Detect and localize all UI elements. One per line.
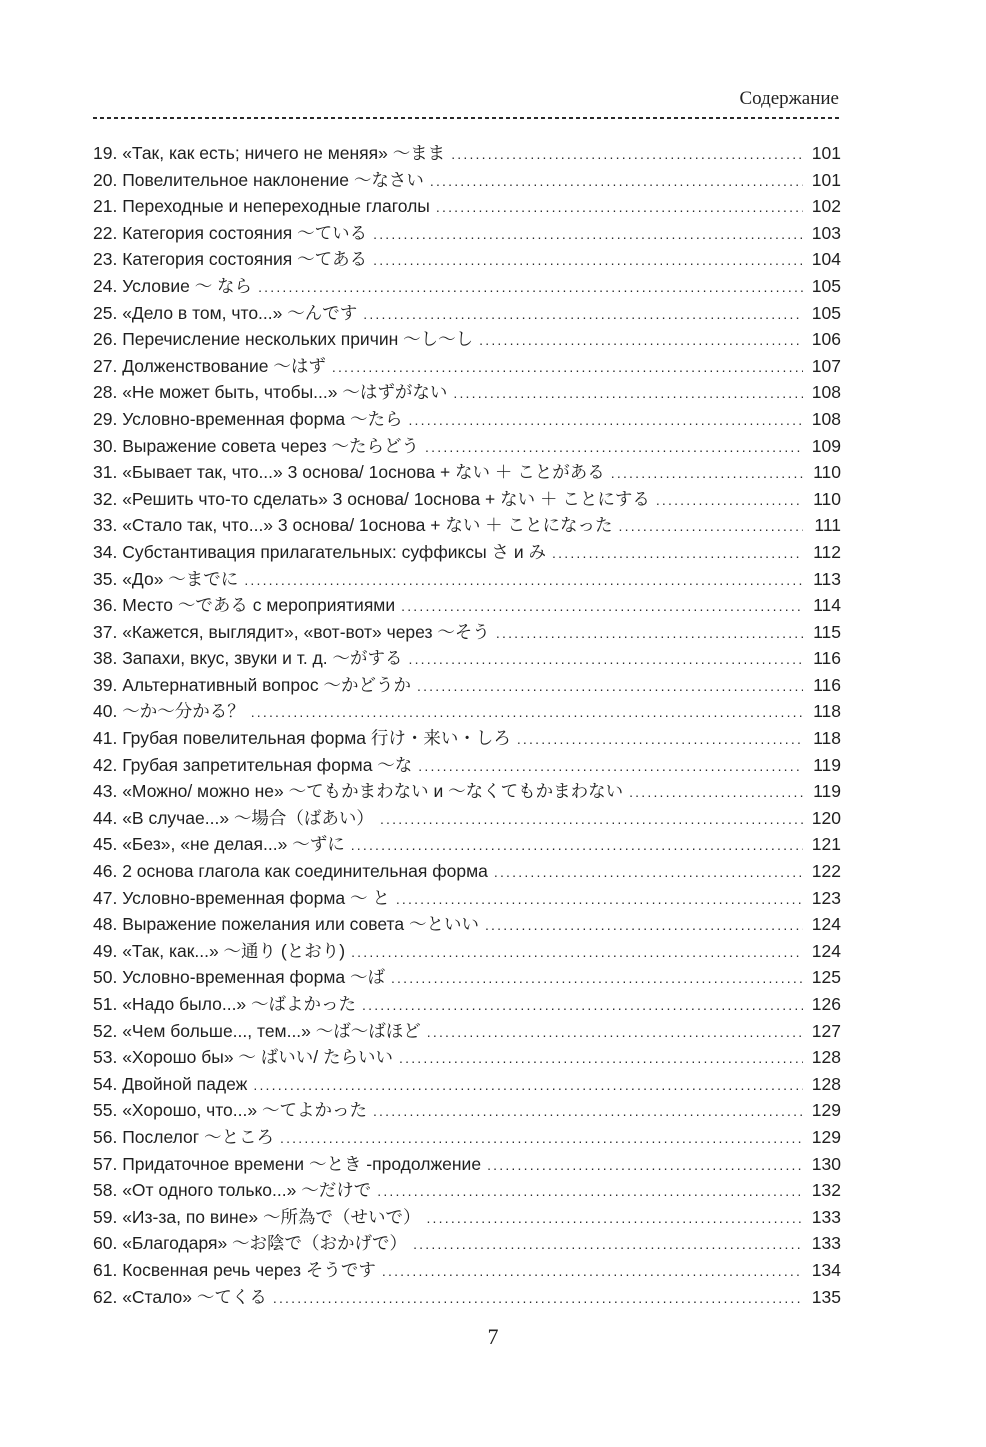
toc-entry — [93, 273, 841, 300]
toc-entry-label: 42. Грубая запретительная форма 〜な — [93, 754, 413, 775]
toc-entry — [93, 1044, 841, 1071]
toc-entry — [93, 353, 841, 380]
toc-entry-page: 116 — [813, 674, 841, 695]
toc-entry-page: 102 — [811, 196, 841, 217]
dot-leader — [273, 1284, 803, 1312]
toc-entry — [93, 246, 841, 273]
toc-entry — [93, 512, 841, 539]
dot-leader — [408, 645, 803, 673]
toc-entry — [93, 592, 841, 619]
toc-entry-label: 24. Условие 〜 なら — [93, 275, 253, 296]
toc-entry-label: 50. Условно-временная форма 〜ば — [93, 967, 385, 988]
toc-entry-page: 119 — [813, 754, 841, 775]
dot-leader — [363, 300, 803, 328]
toc-entry-page: 115 — [813, 621, 841, 642]
dot-leader — [244, 566, 803, 594]
dot-leader — [611, 459, 803, 487]
toc-entry-label: 29. Условно-временная форма 〜たら — [93, 408, 403, 429]
dot-leader — [496, 619, 803, 647]
toc-entry — [93, 858, 841, 885]
toc-entry-label: 57. Придаточное времени 〜とき -продолжение — [93, 1153, 482, 1174]
toc-entry-label: 30. Выражение совета через 〜たらどう — [93, 435, 420, 456]
toc-entry-label: 56. Послелог 〜ところ — [93, 1126, 274, 1147]
toc-entry-page: 133 — [811, 1206, 841, 1227]
toc-entry — [93, 885, 841, 912]
toc-entry-label: 26. Перечисление нескольких причин 〜し〜し — [93, 329, 474, 350]
page-title: Содержание — [739, 88, 839, 109]
toc-entry-page: 127 — [811, 1020, 841, 1041]
toc-entry — [93, 778, 841, 805]
dot-leader — [430, 167, 803, 195]
toc-entry-label: 43. «Можно/ можно не» 〜てもかまわない и 〜なくてもかまわない — [93, 781, 624, 802]
toc-entry-label: 37. «Кажется, выглядит», «вот-вот» через 〜そう — [93, 621, 490, 642]
toc-entry — [93, 539, 841, 566]
dot-leader — [362, 991, 803, 1019]
dot-leader — [251, 698, 803, 726]
toc-entry-label: 34. Субстантивация прилагательных: суффиксы さ и み — [93, 541, 547, 562]
dot-leader — [517, 725, 803, 753]
dot-leader — [391, 964, 803, 992]
toc-entry — [93, 379, 841, 406]
toc-entry-label: 35. «До» 〜までに — [93, 568, 239, 589]
toc-entry-label: 28. «Не может быть, чтобы...» 〜はずがない — [93, 382, 448, 403]
toc-entry-page: 109 — [811, 435, 841, 456]
dot-leader — [373, 220, 803, 248]
dot-leader — [417, 672, 803, 700]
dot-leader — [413, 1230, 803, 1258]
toc-entry-label: 59. «Из-за, по вине» 〜所為で（せいで） — [93, 1206, 421, 1227]
toc-entry-label: 44. «В случае...» 〜場合（ばあい） — [93, 807, 374, 828]
toc-entry-page: 101 — [811, 169, 841, 190]
toc-entry — [93, 672, 841, 699]
toc-entry-label: 49. «Так, как...» 〜通り (とおり) — [93, 940, 346, 961]
dot-leader — [280, 1124, 803, 1152]
toc-entry-label: 27. Долженствование 〜はず — [93, 355, 326, 376]
toc-entry-page: 119 — [813, 781, 841, 802]
toc-entry-page: 111 — [814, 515, 841, 536]
toc-entry — [93, 911, 841, 938]
dot-leader — [351, 831, 803, 859]
toc-entry — [93, 991, 841, 1018]
dot-leader — [332, 353, 803, 381]
toc-entry-page: 133 — [811, 1233, 841, 1254]
dot-leader — [485, 911, 803, 939]
dot-leader — [408, 406, 803, 434]
toc-entry-page: 118 — [813, 701, 841, 722]
toc-entry-page: 112 — [813, 541, 841, 562]
toc-entry — [93, 645, 841, 672]
header-divider — [93, 117, 841, 119]
toc-entry-page: 110 — [813, 488, 841, 509]
toc-entry-label: 23. Категория состояния 〜てある — [93, 249, 368, 270]
dot-leader — [380, 805, 803, 833]
toc-entry-label: 62. «Стало» 〜てくる — [93, 1286, 267, 1307]
toc-entry-label: 52. «Чем больше..., тем...» 〜ば〜ばほど — [93, 1020, 421, 1041]
toc-entry — [93, 964, 841, 991]
dot-leader — [552, 539, 803, 567]
dot-leader — [258, 273, 803, 301]
toc-entry — [93, 459, 841, 486]
toc-entry — [93, 752, 841, 779]
toc-entry-label: 41. Грубая повелительная форма 行け・来い・しろ — [93, 728, 511, 749]
toc-entry-page: 124 — [811, 940, 841, 961]
toc-entry — [93, 1257, 841, 1284]
dot-leader — [426, 1204, 803, 1232]
toc-entry-page: 110 — [813, 462, 841, 483]
toc-entry-label: 58. «От одного только...» 〜だけで — [93, 1180, 372, 1201]
toc-entry-page: 122 — [811, 861, 841, 882]
page-number: 7 — [487, 1324, 499, 1349]
toc-entry-page: 106 — [811, 329, 841, 350]
toc-entry-page: 130 — [811, 1153, 841, 1174]
toc-entry — [93, 1071, 841, 1098]
toc-entry — [93, 1204, 841, 1231]
dot-leader — [479, 326, 803, 354]
toc-entry-page: 116 — [813, 648, 841, 669]
dot-leader — [425, 433, 803, 461]
toc-entry-page: 104 — [811, 249, 841, 270]
toc-entry-page: 126 — [811, 994, 841, 1014]
toc-entry-page: 101 — [811, 143, 841, 163]
dot-leader — [382, 1257, 803, 1285]
toc-list — [93, 140, 841, 1310]
dot-leader — [656, 486, 803, 514]
dot-leader — [351, 938, 803, 966]
toc-entry-label: 20. Повелительное наклонение 〜なさい — [93, 169, 424, 190]
toc-entry-label: 21. Переходные и непереходные глаголы — [93, 196, 430, 217]
toc-entry — [93, 193, 841, 220]
toc-entry-label: 31. «Бывает так, что...» 3 основа/ 1основа + ない ＋ ことがある — [93, 462, 605, 483]
toc-entry-page: 108 — [811, 408, 841, 429]
toc-entry-page: 135 — [811, 1286, 841, 1307]
toc-entry-label: 40. 〜か〜分かる？ — [93, 701, 245, 722]
toc-entry-label: 19. «Так, как есть; ничего не меняя» 〜まま — [93, 143, 446, 163]
toc-entry-label: 48. Выражение пожелания или совета 〜といい — [93, 914, 479, 935]
toc-entry-page: 118 — [813, 728, 841, 749]
toc-entry — [93, 1097, 841, 1124]
toc-entry-label: 60. «Благодаря» 〜お陰で（おかげで） — [93, 1233, 408, 1254]
toc-entry-label: 61. Косвенная речь через そうです — [93, 1259, 376, 1280]
toc-entry — [93, 1018, 841, 1045]
toc-entry-page: 125 — [811, 967, 841, 988]
dot-leader — [427, 1018, 803, 1046]
toc-entry-page: 114 — [813, 595, 841, 616]
dot-leader — [373, 246, 803, 274]
toc-entry-page: 121 — [811, 834, 841, 855]
toc-entry-page: 120 — [811, 807, 841, 828]
toc-entry-label: 51. «Надо было...» 〜ばよかった — [93, 994, 357, 1014]
toc-entry-page: 124 — [811, 914, 841, 935]
toc-entry-label: 55. «Хорошо, что...» 〜てよかった — [93, 1100, 367, 1121]
toc-entry — [93, 1284, 841, 1311]
dot-leader — [451, 140, 803, 168]
toc-entry — [93, 220, 841, 247]
toc-entry — [93, 486, 841, 513]
page-footer — [0, 1324, 986, 1350]
toc-entry-label: 46. 2 основа глагола как соединительная форма — [93, 861, 488, 882]
toc-entry — [93, 1151, 841, 1178]
section-header — [93, 88, 841, 110]
dot-leader — [373, 1097, 803, 1125]
toc-entry-label: 38. Запахи, вкус, звуки и т. д. 〜がする — [93, 648, 403, 669]
toc-entry-page: 128 — [811, 1073, 841, 1094]
dot-leader — [253, 1071, 803, 1099]
toc-entry-page: 129 — [811, 1100, 841, 1121]
toc-entry-label: 25. «Дело в том, что...» 〜んです — [93, 302, 358, 323]
dot-leader — [619, 512, 803, 540]
toc-entry — [93, 831, 841, 858]
toc-entry-page: 134 — [811, 1259, 841, 1280]
toc-entry-label: 39. Альтернативный вопрос 〜かどうか — [93, 674, 411, 695]
dot-leader — [418, 752, 803, 780]
toc-entry-label: 45. «Без», «не делая...» 〜ずに — [93, 834, 345, 855]
toc-entry — [93, 725, 841, 752]
dot-leader — [396, 885, 803, 913]
toc-entry — [93, 698, 841, 725]
toc-entry-page: 105 — [811, 302, 841, 323]
toc-entry — [93, 326, 841, 353]
toc-entry-label: 22. Категория состояния 〜ている — [93, 222, 368, 243]
toc-entry — [93, 566, 841, 593]
toc-entry-label: 53. «Хорошо бы» 〜 ばいい/ たらいい — [93, 1047, 394, 1068]
toc-entry — [93, 1177, 841, 1204]
dot-leader — [487, 1151, 803, 1179]
dot-leader — [453, 379, 803, 407]
toc-entry — [93, 406, 841, 433]
toc-entry — [93, 619, 841, 646]
toc-entry — [93, 140, 841, 167]
page-content — [93, 0, 841, 1310]
toc-entry-page: 107 — [811, 355, 841, 376]
dot-leader — [377, 1177, 803, 1205]
toc-entry — [93, 433, 841, 460]
toc-entry-page: 103 — [811, 222, 841, 243]
dot-leader — [494, 858, 803, 886]
toc-entry-label: 47. Условно-временная форма 〜 と — [93, 887, 390, 908]
toc-entry-page: 123 — [811, 887, 841, 908]
toc-entry-page: 129 — [811, 1126, 841, 1147]
dot-leader — [401, 592, 803, 620]
dot-leader — [399, 1044, 803, 1072]
toc-entry-label: 33. «Стало так, что...» 3 основа/ 1основа + ない ＋ ことになった — [93, 515, 613, 536]
toc-entry-label: 32. «Решить что-то сделать» 3 основа/ 1основа + ない ＋ ことにする — [93, 488, 650, 509]
toc-entry-label: 54. Двойной падеж — [93, 1073, 248, 1094]
toc-entry — [93, 167, 841, 194]
dot-leader — [629, 778, 803, 806]
toc-entry-page: 113 — [813, 568, 841, 589]
toc-entry — [93, 938, 841, 965]
toc-entry-page: 105 — [811, 275, 841, 296]
toc-entry-page: 132 — [811, 1180, 841, 1201]
toc-entry — [93, 300, 841, 327]
toc-entry-page: 128 — [811, 1047, 841, 1068]
toc-entry-page: 108 — [811, 382, 841, 403]
toc-entry-label: 36. Место 〜である с мероприятиями — [93, 595, 396, 616]
toc-entry — [93, 1230, 841, 1257]
toc-entry — [93, 805, 841, 832]
toc-entry — [93, 1124, 841, 1151]
dot-leader — [436, 193, 803, 221]
